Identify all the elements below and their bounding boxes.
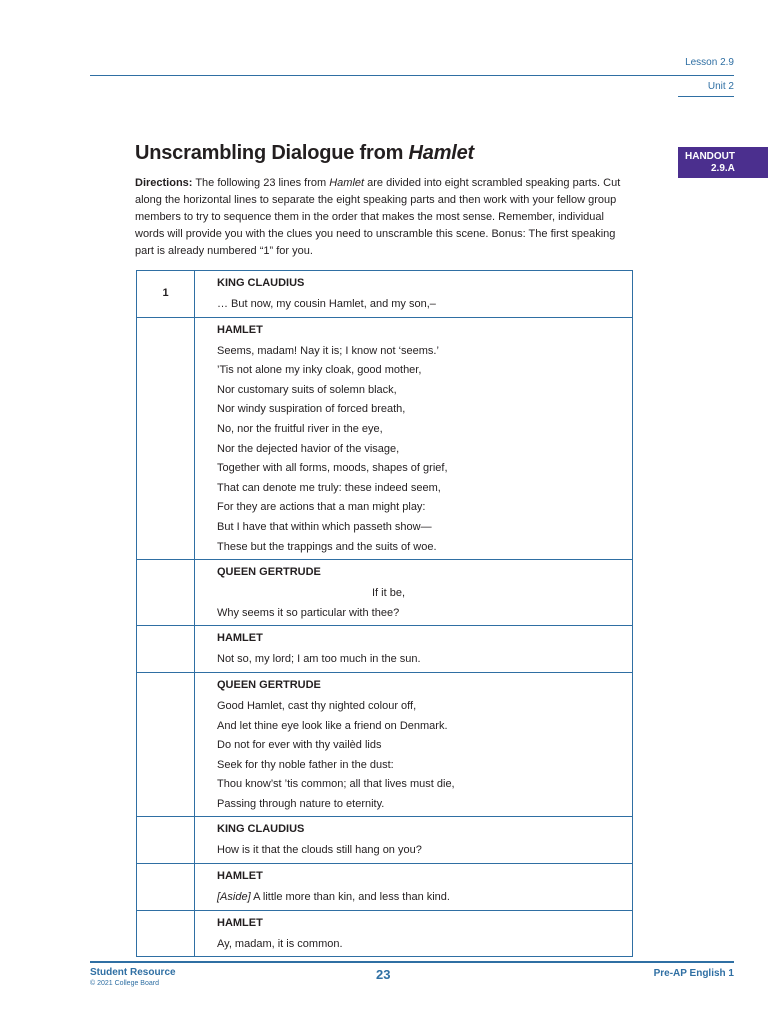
dialogue-line: Nor windy suspiration of forced breath, <box>217 403 406 416</box>
part-number-cell <box>137 817 195 864</box>
dialogue-line: Passing through nature to eternity. <box>217 797 385 810</box>
speaker-name: KING CLAUDIUS <box>217 277 305 289</box>
part-number-cell <box>137 626 195 673</box>
part-text-cell <box>195 626 633 673</box>
dialogue-table <box>136 270 633 957</box>
part-text-cell <box>195 817 633 864</box>
dialogue-line: … But now, my cousin Hamlet, and my son,– <box>217 298 436 310</box>
dialogue-line-text: A little more than kin, and less than kind. <box>250 891 450 904</box>
page-title-italic: Hamlet <box>408 142 475 164</box>
part-text-cell <box>195 910 633 957</box>
part-text-cell <box>195 560 633 626</box>
speaker-name: HAMLET <box>217 323 263 336</box>
directions-italic: Hamlet <box>329 177 365 189</box>
dialogue-line: ’Tis not alone my inky cloak, good mother, <box>217 364 422 377</box>
dialogue-line: Seems, madam! Nay it is; I know not ‘seems.’ <box>217 344 439 357</box>
part-text-cell <box>195 864 633 911</box>
dialogue-line: For they are actions that a man might play: <box>217 501 426 514</box>
header-divider-secondary <box>678 96 734 97</box>
speaking-part-row <box>137 560 633 626</box>
directions-text-b: are divided into eight scrambled speaking parts. Cut along the horizontal lines to separate the eight speaking parts and then work with your fellow group members to try to sequence them in the order that makes the most sense. Remember, individual words will provide you with the clues you need to unscramble this scene. Bonus: The first speaking part is already numbered “1” for you. <box>135 177 621 257</box>
dialogue-line: Do not for ever with thy vailèd lids <box>217 739 382 752</box>
part-number-cell <box>137 560 195 626</box>
handout-label: HANDOUT <box>685 151 735 162</box>
page-title-main: Unscrambling Dialogue from <box>135 142 409 164</box>
dialogue-line: That can denote me truly: these indeed seem, <box>217 481 441 494</box>
speaker-name: QUEEN GERTRUDE <box>217 678 321 691</box>
dialogue-line: Nor customary suits of solemn black, <box>217 383 397 396</box>
dialogue-line: No, nor the fruitful river in the eye, <box>217 422 383 435</box>
speaking-part-row <box>137 817 633 864</box>
speaker-name: HAMLET <box>217 870 263 883</box>
dialogue-line-indented: If it be, <box>372 587 406 600</box>
lesson-label: Lesson 2.9 <box>685 57 734 68</box>
speaking-part-row <box>137 910 633 957</box>
speaker-name: HAMLET <box>217 916 263 929</box>
directions-text-a: The following 23 lines from <box>192 177 330 189</box>
speaking-part-row <box>137 672 633 817</box>
dialogue-line <box>217 888 632 908</box>
dialogue-line: And let thine eye look like a friend on Denmark. <box>217 719 448 732</box>
dialogue-line: These but the trappings and the suits of woe. <box>217 540 437 553</box>
dialogue-line: Nor the dejected havior of the visage, <box>217 442 400 455</box>
speaker-name: HAMLET <box>217 632 263 645</box>
dialogue-table-body <box>137 271 633 957</box>
dialogue-line: Ay, madam, it is common. <box>217 937 343 950</box>
handout-number: 2.9.A <box>711 163 735 174</box>
dialogue-line: Not so, my lord; I am too much in the sun. <box>217 653 421 666</box>
part-number-cell <box>137 317 195 560</box>
footer-course-name: Pre-AP English 1 <box>653 968 734 979</box>
dialogue-line: Thou know’st ’tis common; all that lives must die, <box>217 778 455 791</box>
part-number-cell <box>137 672 195 817</box>
page-number: 23 <box>376 967 391 982</box>
dialogue-line: Seek for thy noble father in the dust: <box>217 758 394 771</box>
speaking-part-row <box>137 317 633 560</box>
footer-copyright: © 2021 College Board <box>90 980 159 987</box>
dialogue-line: But I have that within which passeth show— <box>217 520 432 533</box>
part-text-cell <box>195 317 633 560</box>
stage-direction: [Aside] <box>217 891 251 904</box>
dialogue-line: Good Hamlet, cast thy nighted colour off, <box>217 699 417 712</box>
dialogue-line: How is it that the clouds still hang on you? <box>217 844 422 857</box>
part-number-cell <box>137 910 195 957</box>
part-number-cell: 1 <box>137 271 195 318</box>
part-number-cell <box>137 864 195 911</box>
speaking-part-row <box>137 271 633 318</box>
footer-student-resource: Student Resource <box>90 967 176 978</box>
handout-badge <box>678 147 768 178</box>
footer-divider <box>90 961 734 963</box>
dialogue-line: Together with all forms, moods, shapes of grief, <box>217 462 448 475</box>
speaker-name: KING CLAUDIUS <box>217 823 305 836</box>
header-divider <box>90 75 734 76</box>
part-text-cell <box>195 271 633 318</box>
page-title <box>135 142 474 165</box>
part-text-cell <box>195 672 633 817</box>
speaker-name: QUEEN GERTRUDE <box>217 566 321 579</box>
unit-label: Unit 2 <box>707 81 734 92</box>
directions-paragraph <box>135 175 635 260</box>
speaking-part-row <box>137 864 633 911</box>
directions-label: Directions: <box>135 177 193 189</box>
dialogue-line: Why seems it so particular with thee? <box>217 606 400 619</box>
speaking-part-row <box>137 626 633 673</box>
